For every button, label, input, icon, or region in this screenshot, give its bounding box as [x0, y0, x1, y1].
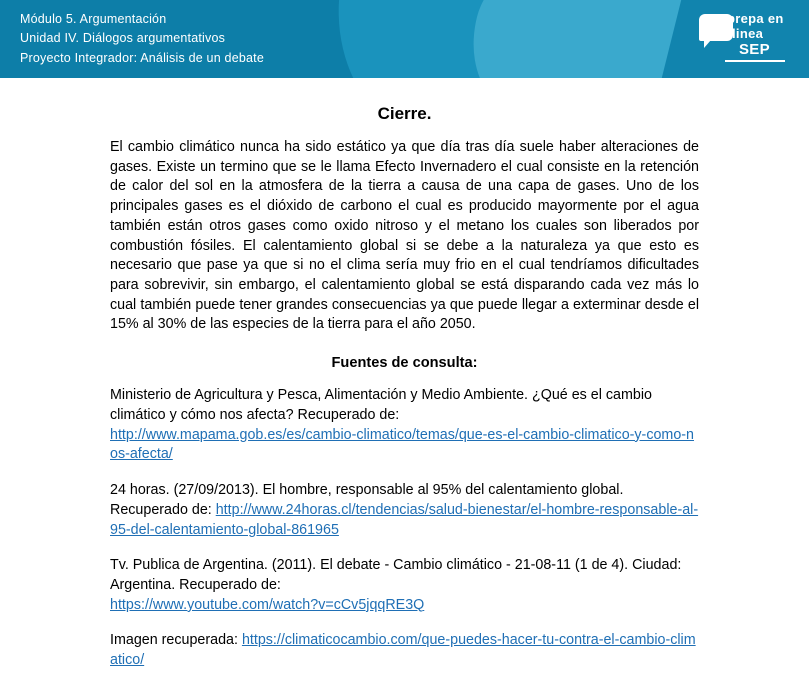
- reference-link[interactable]: http://www.mapama.gob.es/es/cambio-climatico/temas/que-es-el-cambio-climatico-y-como-nos-afecta/: [110, 426, 694, 463]
- header-breadcrumb: [20, 10, 264, 68]
- page-title: Cierre.: [377, 104, 432, 123]
- reference-link[interactable]: http://www.24horas.cl/tendencias/salud-bienestar/el-hombre-responsable-al-95-del-calentamiento-global-861965: [110, 501, 699, 538]
- reference-text: 24 horas. (27/09/2013). El hombre, responsable al 95% del calentamiento global. Recuperado de:: [110, 482, 624, 518]
- sources-heading: Fuentes de consulta:: [331, 355, 478, 372]
- closing-paragraph: El cambio climático nunca ha sido estático ya que día tras día suele haber alteraciones de gases. Existe un termino que se le llama Efecto Invernadero el cual consiste en la retención de calor del sol en la atmosfera de la tierra a causa de una capa de gases. Uno de los principales gases es el dióxido de carbono el cual es producido mayormente por el agua también están otros gases como oxido nitroso y el metano los cuales son liberados por combustión fósiles. El calentamiento global si se debe a la naturaleza ya que esto es necesario que pase ya que si no el clima sería muy frio en el cual tendríamos dificultades para sobrevivir, sin embargo, el calentamiento global se está disparando cada vez más lo cual también puede tener grandes consecuencias ya que puede llegar a exterminar desde el 15% al 30% de las especies de la tierra para el año 2050.: [110, 139, 699, 333]
- reference-item: [110, 631, 699, 670]
- reference-item: [110, 386, 699, 465]
- document-body: [0, 78, 809, 671]
- document-content: [110, 104, 699, 671]
- reference-link[interactable]: https://www.youtube.com/watch?v=cCv5jqqRE3Q: [110, 596, 425, 613]
- logo-line-2: linea: [732, 26, 764, 41]
- reference-link[interactable]: https://climaticocambio.com/que-puedes-hacer-tu-contra-el-cambio-climatico/: [110, 632, 696, 669]
- reference-item: [110, 556, 699, 615]
- logo-line-1: prepa en: [727, 11, 784, 26]
- header-line-unit: Unidad IV. Diálogos argumentativos: [20, 31, 226, 46]
- header-wave-accent: [449, 0, 691, 78]
- reference-text: Ministerio de Agricultura y Pesca, Alimentación y Medio Ambiente. ¿Qué es el cambio climático y cómo nos afecta? Recuperado de:: [110, 387, 652, 423]
- header-line-module: Módulo 5. Argumentación: [20, 12, 167, 26]
- logo-underline: [725, 60, 785, 62]
- header-line-project: Proyecto Integrador: Análisis de un debate: [20, 50, 264, 65]
- page-header: [0, 0, 809, 78]
- reference-text: Tv. Publica de Argentina. (2011). El debate - Cambio climático - 21-08-11 (1 de 4). Ciudad: Argentina. Recuperado de:: [110, 557, 682, 593]
- prepa-en-linea-logo: [699, 8, 791, 70]
- reference-item: [110, 481, 699, 540]
- reference-text: Imagen recuperada:: [110, 632, 242, 649]
- logo-line-3: SEP: [739, 41, 770, 58]
